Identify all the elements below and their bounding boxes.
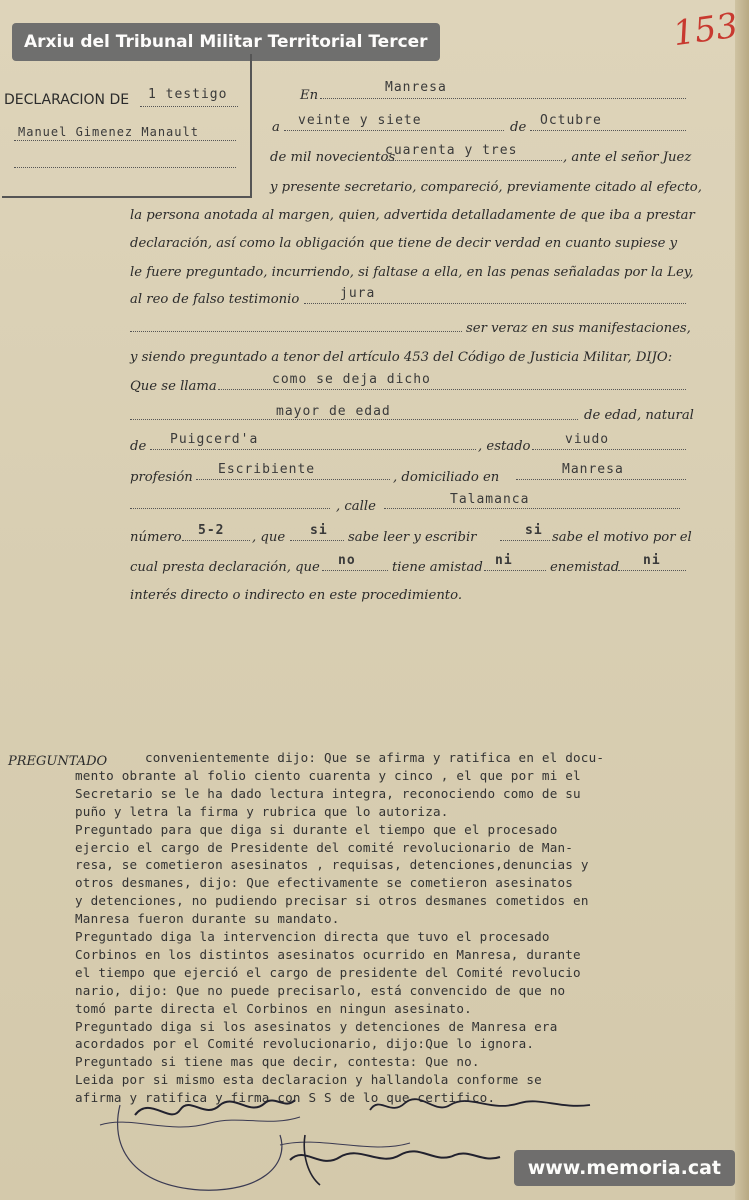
numero-value: 5-2 — [198, 523, 225, 538]
testimony-line: Secretario se le ha dado lectura integra, reconociendo como de su — [75, 785, 581, 801]
natural-label: de — [130, 439, 147, 454]
dotted-line — [284, 130, 504, 131]
witness-name: Manuel Gimenez Manault — [18, 125, 199, 139]
dotted-line — [140, 106, 238, 107]
judge-text: , ante el señor Juez — [563, 150, 692, 165]
calle-value: Talamanca — [450, 492, 530, 507]
name-value: como se deja dicho — [272, 372, 431, 387]
profesion-label: profesión — [130, 470, 193, 485]
dotted-line — [130, 331, 462, 332]
motivo-value: si — [525, 523, 543, 538]
domicilio-label: , domiciliado en — [393, 470, 500, 485]
testimony-line: otros desmanes, dijo: Que efectivamente se cometieron asesinatos — [75, 875, 574, 891]
signature-stroke — [290, 1151, 500, 1161]
testimony-line: mento obrante al folio ciento cuarenta y cinco , el que por mi el — [75, 767, 581, 783]
age-suffix: de edad, natural — [584, 408, 694, 423]
preguntado-label: PREGUNTADO — [8, 754, 108, 769]
dotted-line — [14, 167, 236, 168]
dotted-line — [196, 479, 390, 480]
signature-stroke — [280, 1142, 410, 1147]
domicilio-value: Manresa — [562, 462, 624, 477]
dotted-line — [530, 130, 686, 131]
amistad-value: no — [338, 553, 356, 568]
testimony-line: Corbinos en los distintos asesinatos ocurrido en Manresa, durante — [75, 946, 581, 962]
body-line: declaración, así como la obligación que tiene de decir verdad en cuanto supiese y — [130, 236, 678, 251]
cual-label: cual presta declaración, que — [130, 560, 320, 575]
dotted-line — [130, 508, 330, 509]
testimony-line: Preguntado si tiene mas que decir, contesta: Que no. — [75, 1054, 480, 1070]
dotted-line — [384, 160, 562, 161]
dotted-line — [130, 419, 578, 420]
memoria-watermark: www.memoria.cat — [514, 1150, 735, 1186]
oath-value: jura — [340, 286, 376, 301]
body-line: y presente secretario, compareció, previamente citado al efecto, — [270, 180, 702, 195]
testimony-line: Preguntado diga si los asesinatos y detenciones de Manresa era — [75, 1018, 558, 1034]
dotted-line — [500, 540, 550, 541]
testimony-line: tomó parte directa el Corbinos en ningun asesinato. — [75, 1000, 472, 1016]
testimony-line: y detenciones, no pudiendo precisar si otros desmanes cometidos en — [75, 893, 589, 909]
month-value: Octubre — [540, 113, 602, 128]
numero-label: número — [130, 530, 182, 545]
year-prefix: de mil novecientos — [270, 150, 396, 165]
testimony-line: acordados por el Comité revolucionario, dijo:Que lo ignora. — [75, 1036, 535, 1052]
dotted-line — [218, 389, 686, 390]
dotted-line — [320, 98, 686, 99]
dotted-line — [150, 449, 476, 450]
dotted-line — [14, 140, 236, 141]
perjury-text: al reo de falso testimonio — [130, 292, 300, 307]
dotted-line — [532, 449, 686, 450]
dotted-line — [182, 540, 250, 541]
amistad-label: tiene amistad — [392, 560, 483, 575]
calle-label: , calle — [336, 499, 376, 514]
testimony-line: ejercio el cargo de Presidente del comité revolucionario de Man- — [75, 839, 574, 855]
signature-stroke — [118, 1105, 282, 1190]
testimony-line: afirma y ratifica y firma con S S de lo que certifico. — [75, 1090, 496, 1106]
dotted-line — [484, 570, 546, 571]
age-value: mayor de edad — [276, 404, 391, 419]
leer-label: sabe leer y escribir — [348, 530, 477, 545]
interes-line: interés directo o indirecto en este procedimiento. — [130, 588, 463, 603]
estado-label: , estado — [478, 439, 531, 454]
testimony-line: Preguntado diga la intervencion directa que tuvo el procesado — [75, 929, 550, 944]
dotted-line — [304, 303, 686, 304]
testimony-line: convenientemente dijo: Que se afirma y ratifica en el docu- — [145, 750, 605, 765]
year-value: cuarenta y tres — [385, 143, 518, 158]
que-label: , que — [252, 530, 286, 545]
testimony-line: Leida por si mismo esta declaracion y hallandola conforme se — [75, 1072, 542, 1088]
archive-title-banner: Arxiu del Tribunal Militar Territorial Tercer — [12, 23, 440, 61]
dotted-line — [322, 570, 388, 571]
motivo-label: sabe el motivo por el — [552, 530, 692, 545]
declaracion-value: 1 testigo — [148, 87, 228, 102]
signature-stroke — [135, 1100, 295, 1115]
enemistad-label: enemistad — [550, 560, 620, 575]
body-line: le fuere preguntado, incurriendo, si faltase a ella, en las penas señaladas por la Ley, — [130, 265, 694, 280]
declaracion-label: DECLARACION DE — [4, 92, 130, 108]
natural-value: Puigcerd'a — [170, 432, 259, 447]
body-line: la persona anotada al margen, quien, advertida detalladamente de que iba a prestar — [130, 208, 695, 223]
page-edge — [735, 0, 749, 1200]
body-line: ser veraz en sus manifestaciones, — [466, 321, 691, 336]
a-label: a — [272, 120, 280, 135]
signature-stroke — [370, 1099, 590, 1110]
dotted-line — [516, 479, 686, 480]
signature-stroke — [100, 1117, 300, 1127]
dotted-line — [618, 570, 686, 571]
testimony-line: Manresa fueron durante su mandato. — [75, 911, 340, 927]
body-line: y siendo preguntado a tenor del artículo 453 del Código de Justicia Militar, DIJO: — [130, 350, 673, 365]
de-label: de — [510, 120, 527, 135]
profesion-value: Escribiente — [218, 462, 316, 477]
name-label: Que se llama — [130, 379, 217, 394]
testimony-line: resa, se cometieron asesinatos , requisas, detenciones,denuncias y — [75, 857, 589, 873]
dotted-line — [290, 540, 344, 541]
testimony-line: el tiempo que ejerció el cargo de presidente del Comité revolucio — [75, 964, 581, 980]
testimony-line: nario, dijo: Que no puede precisarlo, está convencido de que no — [75, 982, 566, 998]
en-label: En — [300, 88, 319, 103]
enemistad-value: ni — [643, 553, 661, 568]
leer-value: si — [310, 523, 328, 538]
testimony-line: Preguntado para que diga si durante el tiempo que el procesado — [75, 821, 558, 837]
amistad2-value: ni — [495, 553, 513, 568]
day-value: veinte y siete — [298, 113, 422, 128]
dotted-line — [384, 508, 680, 509]
testimony-line: puño y letra la firma y rubrica que lo autoriza. — [75, 803, 449, 819]
place-value: Manresa — [385, 80, 447, 95]
estado-value: viudo — [565, 432, 610, 447]
page-number: 153 — [670, 5, 741, 55]
